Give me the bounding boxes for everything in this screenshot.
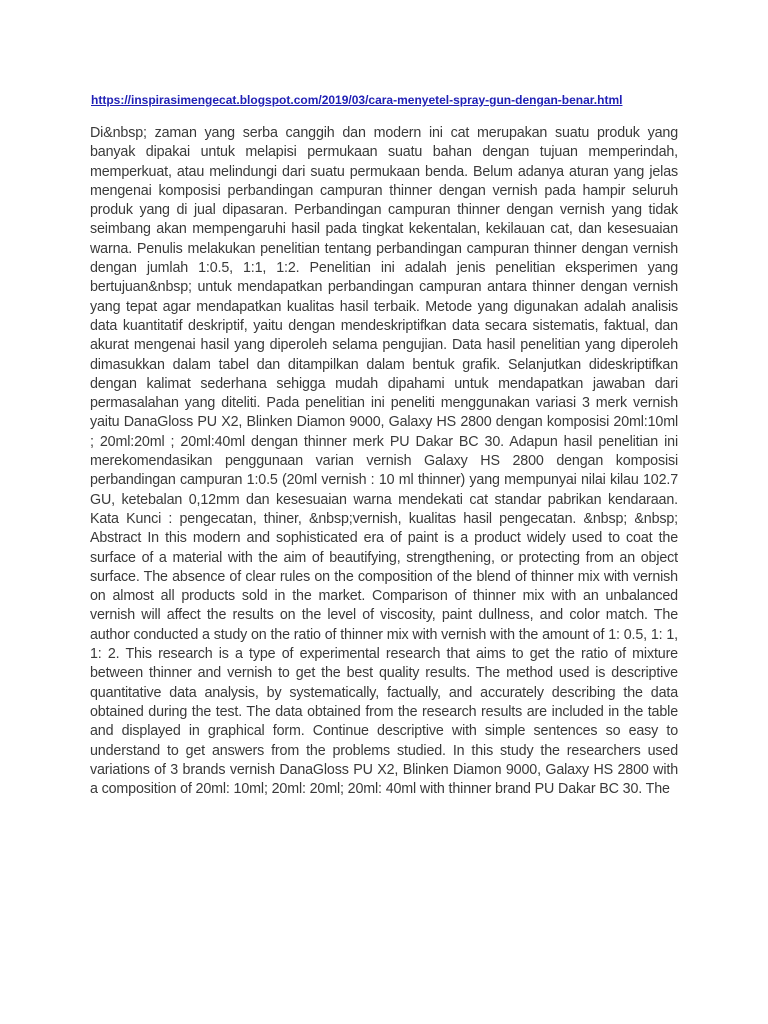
source-link[interactable]: https://inspirasimengecat.blogspot.com/2019/03/cara-menyetel-spray-gun-dengan-benar.html xyxy=(91,93,623,107)
abstract-paragraph: Di&nbsp; zaman yang serba canggih dan modern ini cat merupakan suatu produk yang banyak dipakai untuk melapisi permukaan suatu bahan dengan tujuan memperindah, memperkuat, atau melindungi dari suatu permukaan benda. Belum adanya aturan yang jelas mengenai komposisi perbandingan campuran thinner dengan vernish pada hampir seluruh produk yang di jual dipasaran. Perbandingan campuran thinner dengan vernish yang tidak seimbang akan mempengaruhi hasil pada tingkat kekentalan, kekilauan cat, dan kesesuaian warna. Penulis melakukan penelitian tentang perbandingan campuran thinner dengan vernish dengan jumlah 1:0.5, 1:1, 1:2. Penelitian ini adalah jenis penelitian eksperimen yang bertujuan&nbsp; untuk mendapatkan perbandingan campuran antara thinner dengan vernish yang tepat agar mendapatkan kualitas hasil terbaik. Metode yang digunakan adalah analisis data kuantitatif deskriptif, yaitu dengan mendeskriptifkan data secara sistematis, faktual, dan akurat mengenai hasil yang diperoleh selama pengujian. Data hasil penelitian yang diperoleh dimasukkan dalam tabel dan ditampilkan dalam bentuk grafik. Selanjutkan dideskriptifkan dengan kalimat sederhana sehigga mudah dipahami untuk mendapatkan jawaban dari permasalahan yang diteliti. Pada penelitian ini peneliti menggunakan variasi 3 merk vernish yaitu DanaGloss PU X2, Blinken Diamon 9000, Galaxy HS 2800 dengan komposisi 20ml:10ml ; 20ml:20ml ; 20ml:40ml dengan thinner merk PU Dakar BC 30. Adapun hasil penelitian ini merekomendasikan penggunaan varian vernish Galaxy HS 2800 dengan komposisi perbandingan campuran 1:0.5 (20ml vernish : 10 ml thinner) yang mempunyai nilai kilau 102.7 GU, ketebalan 0,12mm dan kesesuaian warna mendekati cat standar pabrikan kendaraan. Kata Kunci : pengecatan, thiner, &nbsp;vernish, kualitas hasil pengecatan. &nbsp; &nbsp; Abstract In this modern and sophisticated era of paint is a product widely used to coat the surface of a material with the aim of beautifying, strengthening, or protecting from an object surface. The absence of clear rules on the composition of the blend of thinner mix with vernish on almost all products sold in the market. Comparison of thinner mix with an unbalanced vernish will affect the results on the level of viscosity, paint dullness, and color match. The author conducted a study on the ratio of thinner mix with vernish with the amount of 1: 0.5, 1: 1, 1: 2. This research is a type of experimental research that aims to get the ratio of mixture between thinner and vernish to get the best quality results. The method used is descriptive quantitative data analysis, by systematically, factually, and accurately describing the data obtained during the test. The data obtained from the research results are included in the table and displayed in graphical form. Continue descriptive with simple sentences so easy to understand to get answers from the problems studied. In this study the researchers used variations of 3 brands vernish DanaGloss PU X2, Blinken Diamon 9000, Galaxy HS 2800 with a composition of 20ml: 10ml; 20ml: 20ml; 20ml: 40ml with thinner brand PU Dakar BC 30. The xyxy=(90,125,678,798)
